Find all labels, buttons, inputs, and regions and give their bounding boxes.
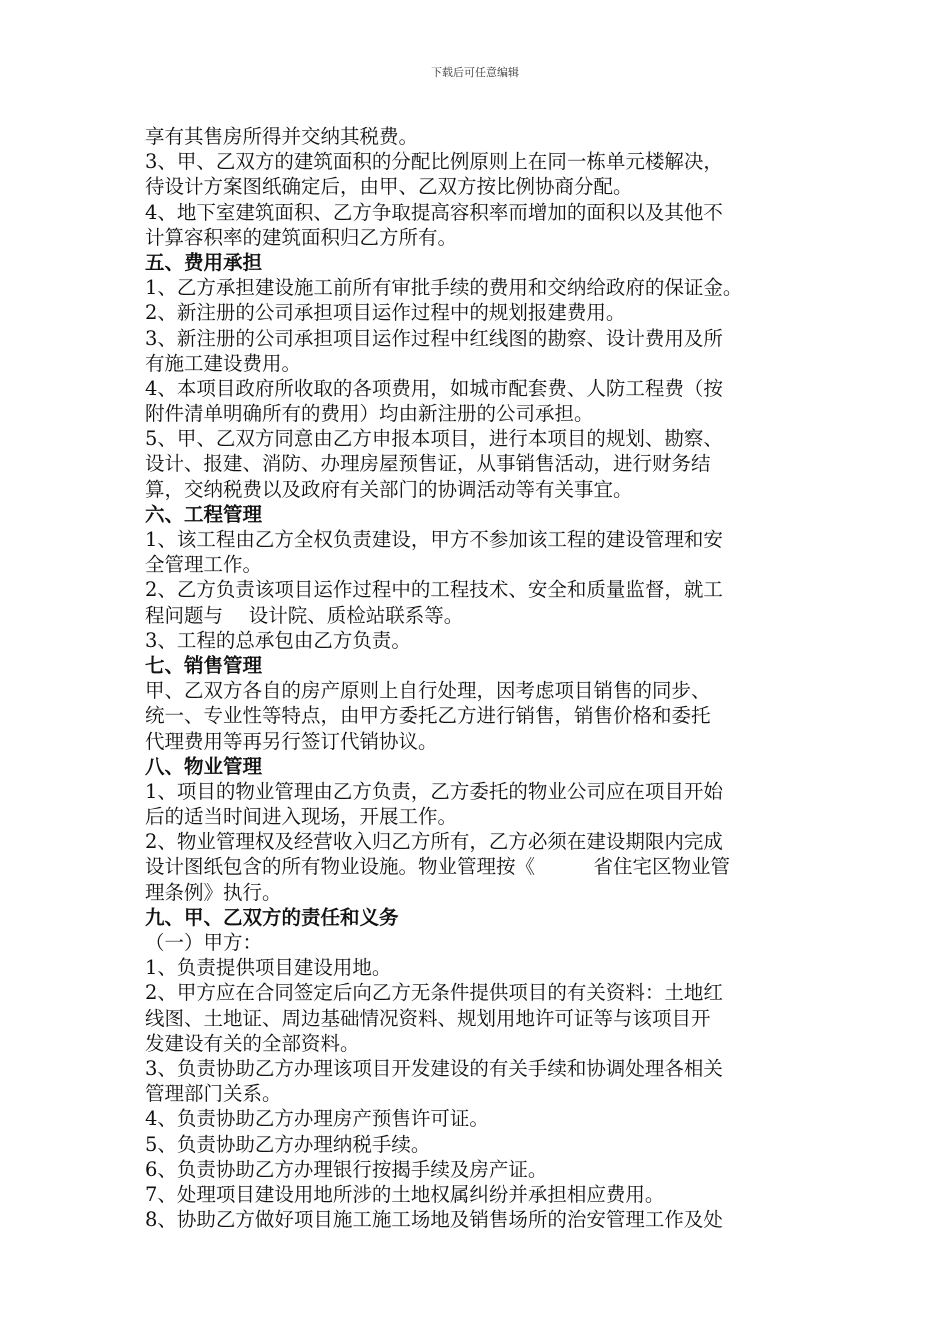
text-line: 3、负责协助乙方办理该项目开发建设的有关手续和协调处理各相关 <box>145 1056 723 1080</box>
text-line: 全管理工作。 <box>145 553 263 577</box>
text-line: 4、负责协助乙方办理房产预售许可证。 <box>145 1107 489 1131</box>
text-line: （一）甲方： <box>145 931 263 954</box>
text-line: 理条例》执行。 <box>145 880 282 904</box>
text-line: 3、新注册的公司承担项目运作过程中红线图的勘察、设计费用及所 <box>145 326 723 350</box>
text-line: 管理部门关系。 <box>145 1082 282 1106</box>
text-line: 程问题与 设计院、质检站联系等。 <box>145 603 464 627</box>
page-header: 下载后可任意编辑 <box>431 66 519 79</box>
section-heading: 六、工程管理 <box>145 502 263 526</box>
text-line: 甲、乙双方各自的房产原则上自行处理，因考虑项目销售的同步、 <box>145 679 711 703</box>
section-heading: 七、销售管理 <box>145 653 263 677</box>
section-heading: 五、费用承担 <box>145 250 263 274</box>
text-line: 2、甲方应在合同签定后向乙方无条件提供项目的有关资料：土地红 <box>145 981 723 1005</box>
text-line: 设计、报建、消防、办理房屋预售证，从事销售活动，进行财务结 <box>145 452 711 476</box>
text-line: 5、负责协助乙方办理纳税手续。 <box>145 1132 431 1156</box>
section-heading: 九、甲、乙双方的责任和义务 <box>145 905 399 929</box>
text-line: 待设计方案图纸确定后，由甲、乙双方按比例协商分配。 <box>145 175 633 199</box>
text-line: 享有其售房所得并交纳其税费。 <box>145 125 419 148</box>
text-line: 有施工建设费用。 <box>145 351 302 375</box>
text-line: 3、工程的总承包由乙方负责。 <box>145 628 411 652</box>
text-line: 计算容积率的建筑面积归乙方所有。 <box>145 225 458 249</box>
text-line: 后的适当时间进入现场，开展工作。 <box>145 805 458 829</box>
text-line: 2、乙方负责该项目运作过程中的工程技术、安全和质量监督，就工 <box>145 578 723 602</box>
text-line: 算，交纳税费以及政府有关部门的协调活动等有关事宜。 <box>145 477 633 501</box>
text-line: 3、甲、乙双方的建筑面积的分配比例原则上在同一栋单元楼解决， <box>145 150 723 174</box>
text-line: 2、新注册的公司承担项目运作过程中的规划报建费用。 <box>145 301 626 325</box>
text-line: 7、处理项目建设用地所涉的土地权属纠纷并承担相应费用。 <box>145 1182 665 1206</box>
text-line: 设计图纸包含的所有物业设施。物业管理按《 省住宅区物业管 <box>145 855 731 879</box>
text-line: 4、地下室建筑面积、乙方争取提高容积率而增加的面积以及其他不 <box>145 200 723 224</box>
text-line: 6、负责协助乙方办理银行按揭手续及房产证。 <box>145 1157 548 1181</box>
text-line: 统一、专业性等特点，由甲方委托乙方进行销售，销售价格和委托 <box>145 704 711 728</box>
text-line: 1、负责提供项目建设用地。 <box>145 956 392 980</box>
text-line: 8、协助乙方做好项目施工施工场地及销售场所的治安管理工作及处 <box>145 1208 723 1232</box>
text-line: 附件清单明确所有的费用）均由新注册的公司承担。 <box>145 402 594 426</box>
text-line: 2、物业管理权及经营收入归乙方所有，乙方必须在建设期限内完成 <box>145 830 723 854</box>
text-line: 1、该工程由乙方全权负责建设，甲方不参加该工程的建设管理和安 <box>145 528 723 551</box>
text-line: 1、乙方承担建设施工前所有审批手续的费用和交纳给政府的保证金。 <box>145 276 743 300</box>
text-line: 1、项目的物业管理由乙方负责，乙方委托的物业公司应在项目开始 <box>145 779 723 803</box>
document-body <box>145 124 825 1232</box>
section-heading: 八、物业管理 <box>145 754 263 778</box>
text-line: 线图、土地证、周边基础情况资料、规划用地许可证等与该项目开 <box>145 1006 711 1030</box>
text-line: 5、甲、乙双方同意由乙方申报本项目，进行本项目的规划、勘察、 <box>145 427 723 451</box>
text-line: 代理费用等再另行签订代销协议。 <box>145 729 438 753</box>
text-line: 发建设有关的全部资料。 <box>145 1031 360 1055</box>
text-line: 4、本项目政府所收取的各项费用，如城市配套费、人防工程费（按 <box>145 376 723 400</box>
